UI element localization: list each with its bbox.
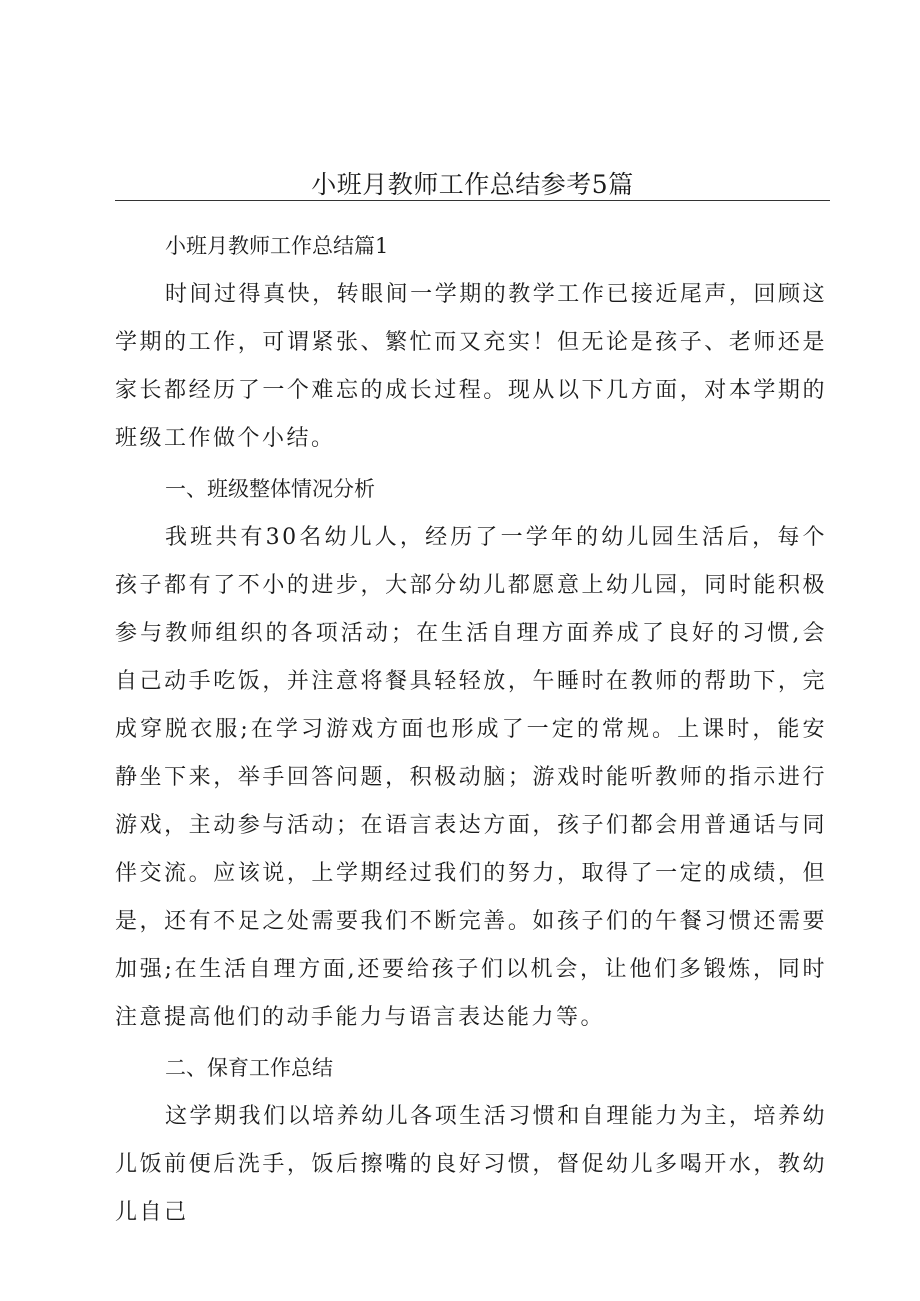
document-body — [115, 222, 827, 1237]
document-title: 小班月教师工作总结参考5篇 — [311, 170, 634, 199]
section-heading: 小班月教师工作总结篇1 — [165, 234, 389, 258]
part1-heading: 一、班级整体情况分析 — [165, 477, 375, 501]
title-underline — [115, 200, 830, 201]
intro-paragraph: 时间过得真快，转眼间一学期的教学工作已接近尾声，回顾这学期的工作，可谓紧张、繁忙而又充实！但无论是孩子、老师还是家长都经历了一个难忘的成长过程。现从以下几方面，对本学期的班级工作做个小结。 — [115, 282, 827, 451]
part2-heading: 二、保育工作总结 — [165, 1056, 333, 1080]
part1-paragraph: 我班共有30名幼儿人，经历了一学年的幼儿园生活后，每个孩子都有了不小的进步，大部分幼儿都愿意上幼儿园，同时能积极参与教师组织的各项活动；在生活自理方面养成了良好的习惯,会自己动手吃饭，并注意将餐具轻轻放，午睡时在教师的帮助下，完成穿脱衣服;在学习游戏方面也形成了一定的常规。上课时，能安静坐下来，举手回答问题，积极动脑；游戏时能听教师的指示进行游戏，主动参与活动；在语言表达方面，孩子们都会用普通话与同伴交流。应该说，上学期经过我们的努力，取得了一定的成绩，但是，还有不足之处需要我们不断完善。如孩子们的午餐习惯还需要加强;在生活自理方面,还要给孩子们以机会，让他们多锻炼，同时注意提高他们的动手能力与语言表达能力等。 — [115, 525, 827, 1030]
part2-paragraph: 这学期我们以培养幼儿各项生活习惯和自理能力为主，培养幼儿饭前便后洗手，饭后擦嘴的良好习惯，督促幼儿多喝开水，教幼儿自己 — [115, 1104, 827, 1225]
